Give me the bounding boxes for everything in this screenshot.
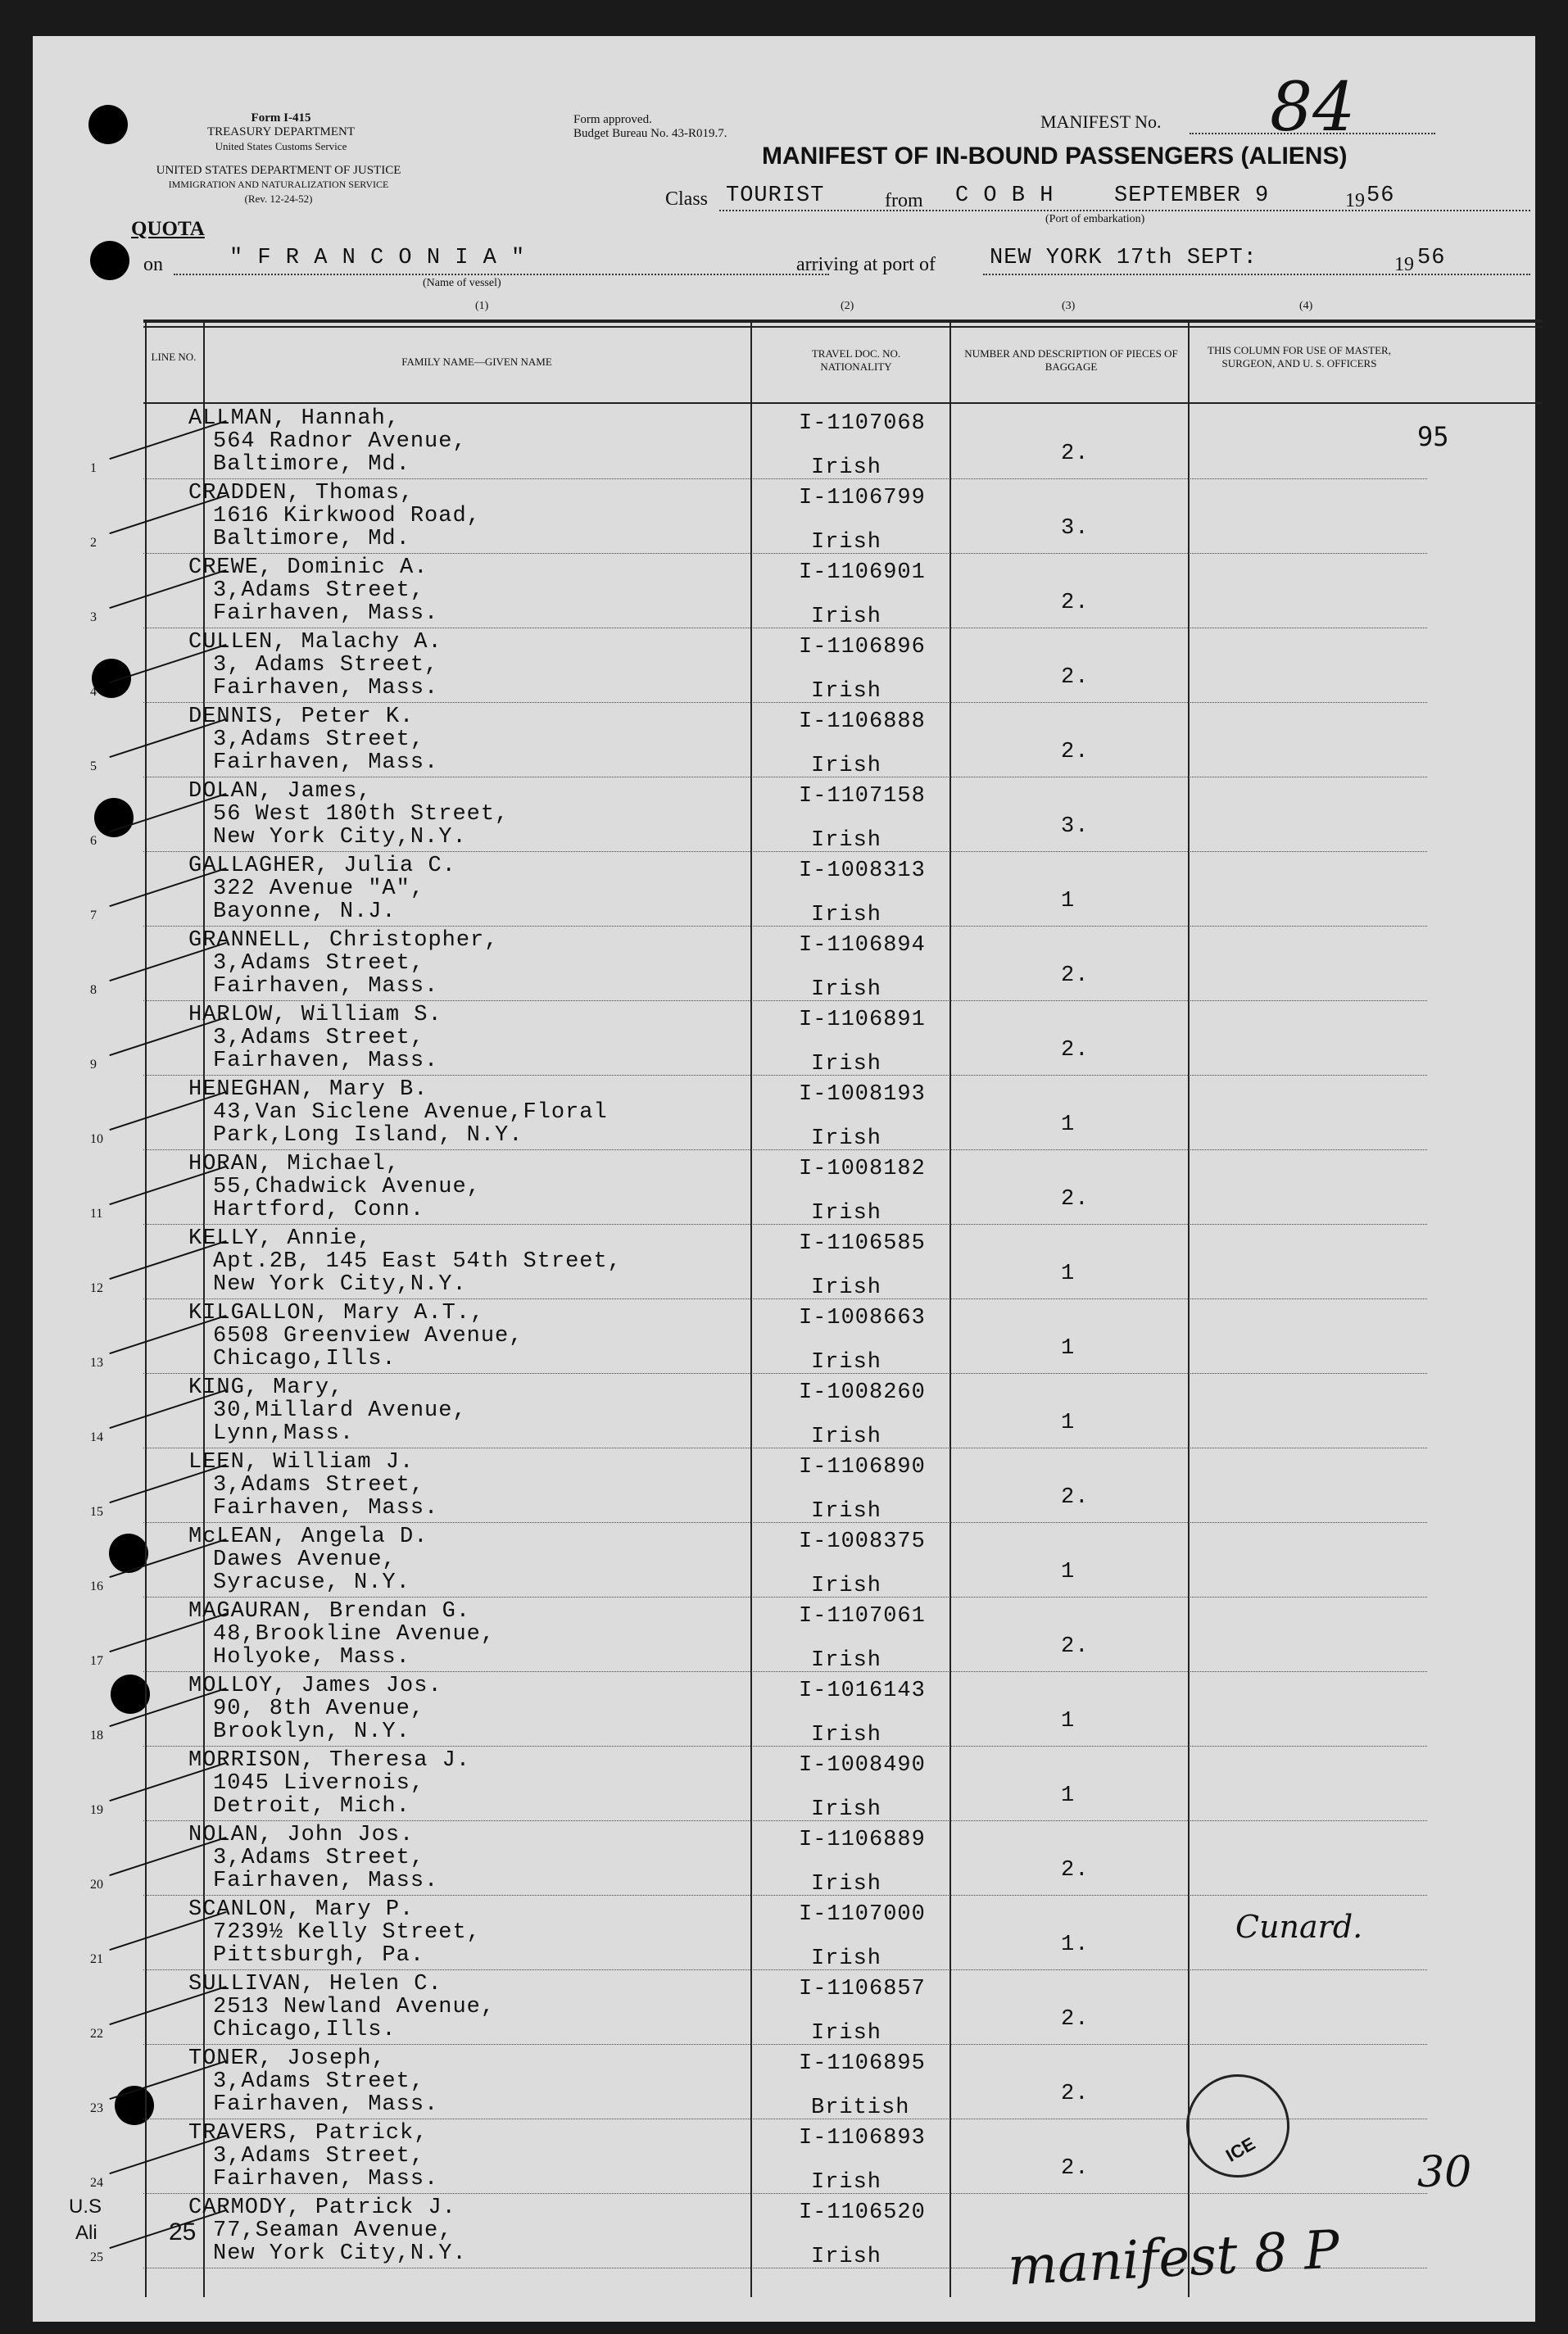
ins-label: IMMIGRATION AND NATURALIZATION SERVICE	[168, 179, 389, 190]
baggage-count: 2.	[1061, 1634, 1090, 1659]
nationality: Irish	[811, 2021, 882, 2046]
travel-doc-number: I-1106894	[799, 933, 926, 958]
passenger-name: TRAVERS, Patrick,	[188, 2121, 428, 2146]
justice-label: UNITED STATES DEPARTMENT OF JUSTICE	[156, 164, 401, 177]
address-line-2: New York City,N.Y.	[213, 825, 467, 850]
cunard-note: Cunard.	[1235, 1909, 1363, 1945]
line-number: 8	[90, 983, 97, 997]
from-value: C O B H	[955, 184, 1054, 208]
form-id: Form I-415	[251, 111, 311, 125]
address-line-1: 56 West 180th Street,	[213, 802, 510, 827]
travel-doc-number: I-1106895	[799, 2051, 926, 2076]
baggage-count: 2.	[1061, 1187, 1090, 1212]
col-header-officers: THIS COLUMN FOR USE OF MASTER, SURGEON, AND U. S. OFFICERS	[1208, 344, 1391, 369]
address-line-2: Fairhaven, Mass.	[213, 1049, 439, 1073]
nationality: Irish	[811, 903, 882, 927]
passenger-name: SCANLON, Mary P.	[188, 1897, 415, 1922]
address-line-2: Baltimore, Md.	[213, 452, 410, 477]
table-row	[33, 1150, 1294, 1225]
address-line-1: 3,Adams Street,	[213, 951, 425, 976]
nationality: Irish	[811, 1425, 882, 1449]
col-num-2: (2)	[841, 300, 854, 312]
baggage-count: 1.	[1061, 1933, 1090, 1957]
passenger-name: CRADDEN, Thomas,	[188, 481, 415, 505]
header-bottom-rule	[143, 402, 1543, 404]
travel-doc-number: I-1107158	[799, 784, 926, 809]
address-line-2: Fairhaven, Mass.	[213, 974, 439, 999]
address-line-1: 6508 Greenview Avenue,	[213, 1324, 523, 1348]
nationality: Irish	[811, 2170, 882, 2195]
class-line	[719, 210, 1530, 211]
justice-block	[139, 164, 418, 206]
nationality: British	[811, 2096, 910, 2120]
table-row	[33, 1299, 1294, 1374]
passenger-name: HORAN, Michael,	[188, 1152, 401, 1176]
travel-doc-number: I-1107068	[799, 411, 926, 436]
travel-doc-number: I-1106891	[799, 1008, 926, 1032]
baggage-count: 1	[1061, 1411, 1076, 1435]
arriving-label: arriving at port of	[796, 254, 936, 275]
line-number: 9	[90, 1058, 97, 1072]
line-number: 15	[90, 1505, 103, 1519]
punch-hole	[88, 105, 128, 144]
table-row	[33, 1076, 1294, 1150]
vessel-line	[174, 274, 829, 275]
address-line-1: 3,Adams Street,	[213, 578, 425, 603]
bottom-left-us: U.S	[69, 2196, 102, 2218]
passenger-name: KING, Mary,	[188, 1375, 344, 1400]
travel-doc-number: I-1008260	[799, 1380, 926, 1405]
line-number: 20	[90, 1878, 103, 1892]
travel-doc-number: I-1008313	[799, 859, 926, 883]
address-line-2: Fairhaven, Mass.	[213, 750, 439, 775]
passenger-name: McLEAN, Angela D.	[188, 1525, 428, 1549]
table-row	[33, 1448, 1294, 1523]
address-line-1: 1616 Kirkwood Road,	[213, 504, 481, 528]
address-line-2: Detroit, Mich.	[213, 1794, 410, 1819]
col-num-4: (4)	[1299, 300, 1313, 312]
bottom-left-ali: Ali	[75, 2222, 97, 2244]
col-header-name: FAMILY NAME—GIVEN NAME	[401, 356, 552, 368]
table-row	[33, 777, 1294, 852]
table-top-rule-2	[143, 326, 1543, 328]
line-number: 23	[90, 2101, 103, 2115]
baggage-count: 2.	[1061, 1038, 1090, 1063]
passenger-name: DENNIS, Peter K.	[188, 705, 415, 729]
nationality: Irish	[811, 754, 882, 778]
address-line-1: 43,Van Siclene Avenue,Floral	[213, 1100, 608, 1125]
travel-doc-number: I-1008182	[799, 1157, 926, 1181]
baggage-count: 1	[1061, 1709, 1076, 1734]
passenger-name: KILGALLON, Mary A.T.,	[188, 1301, 485, 1326]
manifest-no-value: 84	[1270, 69, 1356, 147]
line-number: 5	[90, 759, 97, 773]
address-line-2: Fairhaven, Mass.	[213, 2092, 439, 2117]
line-number: 21	[90, 1952, 103, 1966]
address-line-2: Fairhaven, Mass.	[213, 1869, 439, 1893]
nationality: Irish	[811, 455, 882, 480]
table-row	[33, 1598, 1294, 1672]
baggage-count: 2.	[1061, 1858, 1090, 1883]
line-number: 16	[90, 1579, 103, 1593]
baggage-count: 2.	[1061, 2156, 1090, 2181]
baggage-count: 1	[1061, 1783, 1076, 1808]
address-line-2: Lynn,Mass.	[213, 1421, 355, 1446]
passenger-name: SULLIVAN, Helen C.	[188, 1972, 442, 1996]
table-row	[33, 2045, 1294, 2119]
line-number: 11	[90, 1207, 103, 1221]
address-line-1: Apt.2B, 145 East 54th Street,	[213, 1249, 622, 1274]
line-number: 19	[90, 1803, 103, 1817]
travel-doc-number: I-1106520	[799, 2200, 926, 2225]
address-line-1: 3,Adams Street,	[213, 2069, 425, 2094]
address-line-2: Fairhaven, Mass.	[213, 676, 439, 700]
passenger-name: CULLEN, Malachy A.	[188, 630, 442, 655]
address-line-2: Fairhaven, Mass.	[213, 601, 439, 626]
address-line-1: 30,Millard Avenue,	[213, 1398, 467, 1423]
nationality: Irish	[811, 1126, 882, 1151]
baggage-count: 2.	[1061, 591, 1090, 615]
budget-label: Budget Bureau No. 43-R019.7.	[573, 127, 727, 140]
passenger-name: LEEN, William J.	[188, 1450, 415, 1475]
line-number: 24	[90, 2176, 103, 2190]
travel-doc-number: I-1106857	[799, 1977, 926, 2001]
thirty-note: 30	[1417, 2148, 1472, 2197]
address-line-2: New York City,N.Y.	[213, 2241, 467, 2266]
manifest-no-label: MANIFEST No.	[1040, 111, 1162, 132]
address-line-1: 77,Seaman Avenue,	[213, 2218, 453, 2243]
customs-label: United States Customs Service	[215, 140, 347, 152]
travel-doc-number: I-1008193	[799, 1082, 926, 1107]
passenger-name: DOLAN, James,	[188, 779, 372, 804]
class-label: Class	[665, 188, 709, 210]
approval-block	[573, 113, 727, 141]
travel-doc-number: I-1008375	[799, 1530, 926, 1554]
address-line-1: 3,Adams Street,	[213, 727, 425, 752]
nationality: Irish	[811, 2245, 882, 2269]
line-number: 6	[90, 834, 97, 848]
nationality: Irish	[811, 530, 882, 555]
address-line-2: Pittsburgh, Pa.	[213, 1943, 425, 1968]
travel-doc-number: I-1107000	[799, 1902, 926, 1927]
baggage-count: 1	[1061, 1262, 1076, 1286]
address-line-2: New York City,N.Y.	[213, 1272, 467, 1297]
baggage-count: 1	[1061, 1113, 1076, 1137]
address-line-1: 48,Brookline Avenue,	[213, 1622, 496, 1647]
nationality: Irish	[811, 1201, 882, 1226]
travel-doc-number: I-1107061	[799, 1604, 926, 1629]
table-row	[33, 479, 1294, 554]
bottom-left-25: 25	[169, 2218, 197, 2246]
table-row	[33, 1747, 1294, 1821]
travel-doc-number: I-1106889	[799, 1828, 926, 1852]
baggage-count: 1	[1061, 1560, 1076, 1584]
nationality: Irish	[811, 977, 882, 1002]
nationality: Irish	[811, 605, 882, 629]
address-line-1: 3,Adams Street,	[213, 1026, 425, 1050]
quota-label: QUOTA	[131, 218, 205, 240]
address-line-1: 90, 8th Avenue,	[213, 1697, 425, 1721]
table-row	[33, 1821, 1294, 1896]
port-caption: (Port of embarkation)	[1045, 213, 1145, 225]
class-value: TOURIST	[726, 184, 825, 208]
travel-doc-number: I-1016143	[799, 1679, 926, 1703]
baggage-count: 2.	[1061, 665, 1090, 690]
arrival-port: NEW YORK 17th SEPT:	[990, 246, 1258, 270]
col-num-3: (3)	[1062, 300, 1076, 312]
nationality: Irish	[811, 1052, 882, 1076]
from-label: from	[885, 190, 923, 211]
travel-doc-number: I-1106893	[799, 2126, 926, 2150]
travel-doc-number: I-1106585	[799, 1231, 926, 1256]
signature: manifest 8 P	[1006, 2219, 1341, 2298]
travel-doc-number: I-1106896	[799, 635, 926, 659]
manifest-page	[33, 36, 1535, 2322]
line-number: 13	[90, 1356, 103, 1370]
line-number: 1	[90, 461, 97, 475]
arrival-line	[983, 274, 1530, 275]
travel-doc-number: I-1106901	[799, 560, 926, 585]
address-line-2: Holyoke, Mass.	[213, 1645, 410, 1670]
table-row	[33, 1896, 1294, 1970]
table-row	[33, 405, 1294, 479]
passenger-name: HENEGHAN, Mary B.	[188, 1077, 428, 1102]
baggage-count: 2.	[1061, 2007, 1090, 2032]
address-line-2: Hartford, Conn.	[213, 1198, 425, 1222]
address-line-1: 3,Adams Street,	[213, 1473, 425, 1498]
baggage-count: 1	[1061, 889, 1076, 913]
year2-suffix: 56	[1417, 246, 1446, 270]
approved-label: Form approved.	[573, 113, 652, 126]
treasury-label: TREASURY DEPARTMENT	[206, 125, 356, 138]
ice-stamp-text: ICE	[1222, 2132, 1259, 2166]
passenger-name: CARMODY, Patrick J.	[188, 2196, 456, 2220]
address-line-1: 55,Chadwick Avenue,	[213, 1175, 481, 1199]
address-line-2: Brooklyn, N.Y.	[213, 1720, 410, 1744]
passenger-name: KELLY, Annie,	[188, 1226, 372, 1251]
address-line-1: 1045 Livernois,	[213, 1771, 425, 1796]
address-line-1: 3,Adams Street,	[213, 2144, 425, 2169]
col-header-line: LINE NO.	[151, 351, 197, 363]
line-number: 10	[90, 1132, 103, 1146]
manifest-title: MANIFEST OF IN-BOUND PASSENGERS (ALIENS)	[762, 143, 1348, 170]
line-number: 7	[90, 909, 97, 922]
address-line-2: Syracuse, N.Y.	[213, 1570, 410, 1595]
address-line-2: Fairhaven, Mass.	[213, 1496, 439, 1520]
passenger-name: MAGAURAN, Brendan G.	[188, 1599, 471, 1624]
nationality: Irish	[811, 1797, 882, 1822]
table-row	[33, 554, 1294, 628]
passenger-name: NOLAN, John Jos.	[188, 1823, 415, 1847]
baggage-count: 3.	[1061, 516, 1090, 541]
line-number: 3	[90, 610, 97, 624]
address-line-1: 2513 Newland Avenue,	[213, 1995, 496, 2019]
baggage-count: 3.	[1061, 814, 1090, 839]
table-row	[33, 852, 1294, 927]
nationality: Irish	[811, 1872, 882, 1897]
col-header-doc: TRAVEL DOC. NO. NATIONALITY	[811, 347, 901, 373]
table-row	[33, 2119, 1294, 2194]
table-row	[33, 1523, 1294, 1598]
address-line-1: Dawes Avenue,	[213, 1548, 397, 1572]
col-num-1: (1)	[475, 300, 489, 312]
margin-note-95: 95	[1417, 421, 1449, 452]
col-header-baggage: NUMBER AND DESCRIPTION OF PIECES OF BAGGAGE	[964, 347, 1178, 373]
passenger-name: MORRISON, Theresa J.	[188, 1748, 471, 1773]
header-agency-block	[146, 111, 416, 153]
address-line-2: Bayonne, N.J.	[213, 900, 397, 924]
nationality: Irish	[811, 1574, 882, 1598]
year1-prefix: 19	[1345, 190, 1365, 211]
address-line-1: 564 Radnor Avenue,	[213, 429, 467, 454]
nationality: Irish	[811, 1350, 882, 1375]
passenger-name: TONER, Joseph,	[188, 2046, 386, 2071]
address-line-2: Chicago,Ills.	[213, 1347, 397, 1371]
line-number: 17	[90, 1654, 103, 1668]
nationality: Irish	[811, 1648, 882, 1673]
baggage-count: 2.	[1061, 2082, 1090, 2106]
year2-prefix: 19	[1394, 254, 1414, 275]
line-number: 18	[90, 1729, 103, 1743]
table-row	[33, 1672, 1294, 1747]
table-row	[33, 703, 1294, 777]
address-line-2: Park,Long Island, N.Y.	[213, 1123, 523, 1148]
baggage-count: 2.	[1061, 1485, 1090, 1510]
passenger-name: CREWE, Dominic A.	[188, 555, 428, 580]
line-number: 25	[90, 2250, 103, 2264]
address-line-2: Baltimore, Md.	[213, 527, 410, 551]
passenger-name: ALLMAN, Hannah,	[188, 406, 401, 431]
nationality: Irish	[811, 828, 882, 853]
address-line-1: 322 Avenue "A",	[213, 877, 425, 901]
baggage-count: 2.	[1061, 442, 1090, 466]
passenger-name: GALLAGHER, Julia C.	[188, 854, 456, 878]
nationality: Irish	[811, 1947, 882, 1971]
table-row	[33, 628, 1294, 703]
punch-hole	[90, 241, 129, 280]
address-line-2: Chicago,Ills.	[213, 2018, 397, 2042]
line-number: 14	[90, 1430, 103, 1444]
line-number: 22	[90, 2027, 103, 2041]
table-row	[33, 1374, 1294, 1448]
year1-suffix: 56	[1366, 184, 1395, 208]
nationality: Irish	[811, 1276, 882, 1300]
address-line-1: 3,Adams Street,	[213, 1846, 425, 1870]
nationality: Irish	[811, 1723, 882, 1747]
baggage-count: 1	[1061, 1336, 1076, 1361]
nationality: Irish	[811, 679, 882, 704]
travel-doc-number: I-1106888	[799, 709, 926, 734]
table-row	[33, 1225, 1294, 1299]
travel-doc-number: I-1106799	[799, 486, 926, 510]
line-number: 4	[90, 685, 97, 699]
baggage-count: 2.	[1061, 740, 1090, 764]
table-row	[33, 927, 1294, 1001]
table-top-rule	[143, 320, 1543, 323]
vessel-caption: (Name of vessel)	[423, 277, 501, 289]
rev-label: (Rev. 12-24-52)	[244, 193, 313, 205]
travel-doc-number: I-1008490	[799, 1753, 926, 1778]
passenger-name: GRANNELL, Christopher,	[188, 928, 499, 953]
table-row	[33, 1970, 1294, 2045]
departure-date: SEPTEMBER 9	[1114, 184, 1270, 208]
line-number: 12	[90, 1281, 103, 1295]
travel-doc-number: I-1106890	[799, 1455, 926, 1480]
travel-doc-number: I-1008663	[799, 1306, 926, 1330]
address-line-1: 7239½ Kelly Street,	[213, 1920, 481, 1945]
vessel-name: " F R A N C O N I A "	[229, 246, 526, 270]
passenger-name: MOLLOY, James Jos.	[188, 1674, 442, 1698]
address-line-2: Fairhaven, Mass.	[213, 2167, 439, 2191]
table-row	[33, 1001, 1294, 1076]
passenger-name: HARLOW, William S.	[188, 1003, 442, 1027]
address-line-1: 3, Adams Street,	[213, 653, 439, 678]
line-number: 2	[90, 536, 97, 550]
on-label: on	[143, 254, 163, 275]
nationality: Irish	[811, 1499, 882, 1524]
baggage-count: 2.	[1061, 963, 1090, 988]
